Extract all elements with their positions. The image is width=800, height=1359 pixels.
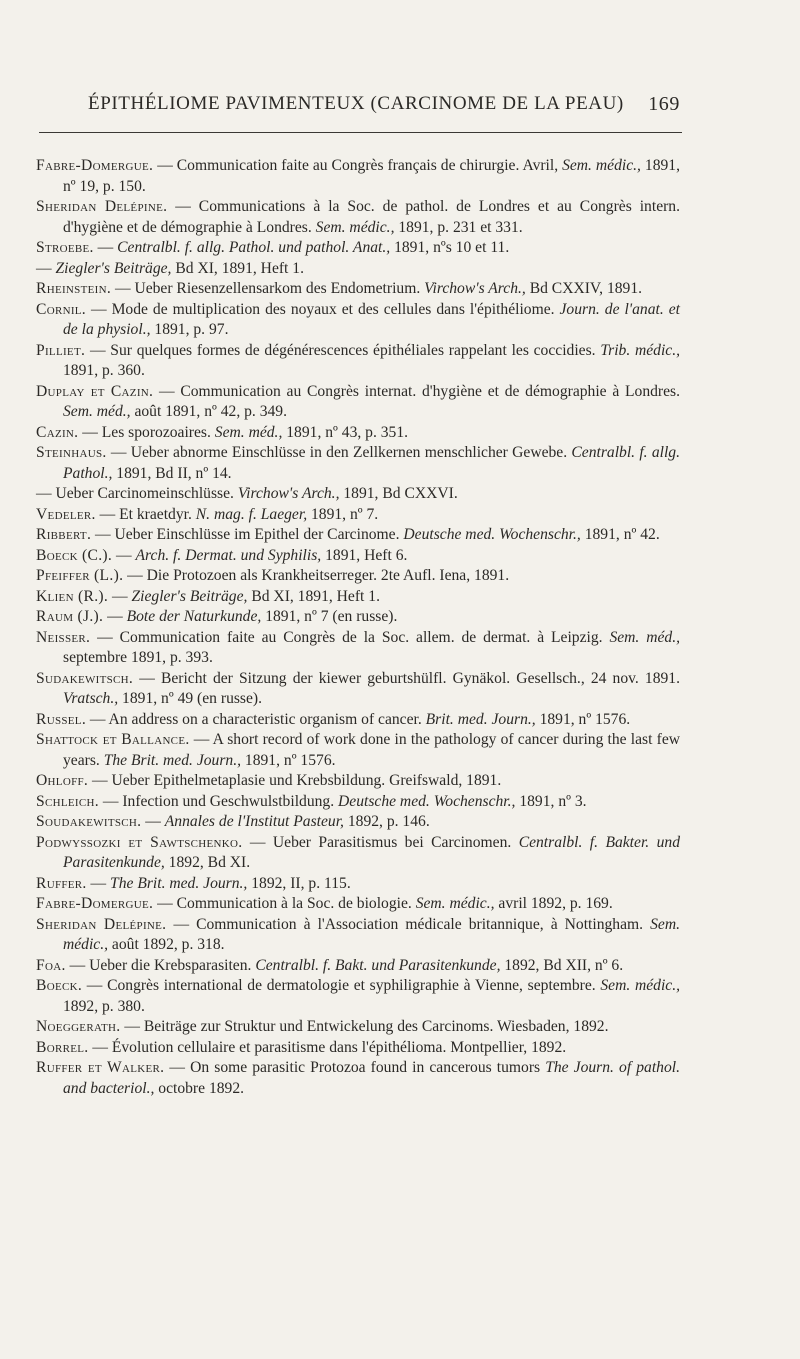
reference-entry xyxy=(36,1038,680,1059)
reference-entry xyxy=(36,669,680,710)
reference-author: Raum (J.). xyxy=(36,608,104,625)
reference-entry xyxy=(36,628,680,669)
reference-text: — xyxy=(112,546,136,564)
reference-journal: Ziegler's Beiträge, xyxy=(55,259,172,277)
reference-text: — xyxy=(141,813,165,830)
reference-journal: The Journ. of pathol. and bacteriol., xyxy=(63,1059,680,1097)
reference-author: Boeck (C.). xyxy=(36,546,113,564)
reference-text: — Ueber Einschlüsse im Epithel der Carcinome. xyxy=(91,526,404,543)
reference-journal: Virchow's Arch., xyxy=(424,280,526,297)
reference-journal: Centralbl. f. allg. Pathol. und pathol. Anat., xyxy=(117,239,391,256)
reference-text: — Et kraetdyr. xyxy=(95,505,196,523)
reference-text: — Ueber abnorme Einschlüsse in den Zellkernen menschlicher Gewebe. xyxy=(106,444,572,461)
reference-details: avril 1892, p. 169. xyxy=(494,895,613,912)
reference-text: — Congrès international de dermatologie et syphiligraphie à Vienne, septembre. xyxy=(82,977,601,994)
reference-entry xyxy=(36,382,680,423)
reference-text: — xyxy=(86,874,111,892)
reference-details: septembre 1891, p. 393. xyxy=(63,649,213,666)
reference-entry xyxy=(36,956,680,977)
reference-text: — Évolution cellulaire et parasitisme dans l'épithélioma. Montpellier, 1892. xyxy=(88,1038,567,1056)
reference-text: — Communications à la Soc. de pathol. de Londres et au Congrès intern. d'hygiène et de démographie à Londres. xyxy=(63,198,680,236)
reference-text: — xyxy=(103,608,127,625)
bibliography-list xyxy=(36,156,680,1099)
reference-entry xyxy=(36,1058,680,1099)
reference-details: 1891, p. 97. xyxy=(150,321,229,338)
reference-details: 1892, p. 380. xyxy=(63,997,145,1015)
reference-author: Sheridan Delépine. xyxy=(36,198,168,215)
reference-entry xyxy=(36,484,680,505)
reference-journal: Bote der Naturkunde, xyxy=(126,608,262,625)
reference-journal: Sem. méd., xyxy=(214,423,283,441)
reference-text: — A short record of work done in the pathology of cancer during the last few years. xyxy=(63,731,681,769)
reference-journal: Sem. médic., xyxy=(415,895,495,912)
reference-author: Ruffer et Walker. xyxy=(36,1059,165,1076)
reference-details: 1891, nº 42. xyxy=(580,526,660,543)
reference-author: Steinhaus. xyxy=(36,444,107,461)
header-rule xyxy=(39,132,682,133)
reference-author: Podwyssozki et Sawtschenko. xyxy=(36,833,243,851)
reference-author: Boeck. xyxy=(36,977,83,994)
reference-details: octobre 1892. xyxy=(154,1079,245,1097)
reference-text: — Beiträge zur Struktur und Entwickelung des Carcinoms. Wiesbaden, 1892. xyxy=(120,1018,609,1035)
reference-text: — Ueber Carcinomeinschlüsse. xyxy=(36,485,238,502)
reference-author: Stroebe. xyxy=(36,239,94,256)
reference-text: — Communication à l'Association médicale britannique, à Nottingham. xyxy=(166,915,651,933)
reference-author: Ohloff. xyxy=(36,772,89,789)
reference-author: Borrel. xyxy=(36,1038,89,1056)
reference-journal: Brit. med. Journ., xyxy=(425,710,536,728)
reference-details: 1891, p. 231 et 331. xyxy=(394,218,523,236)
reference-details: 1891, nº 49 (en russe). xyxy=(118,690,263,707)
reference-author: Neisser. xyxy=(36,628,91,646)
reference-entry xyxy=(36,792,680,813)
reference-journal: Trib. médic., xyxy=(600,341,681,359)
reference-text: — Ueber Epithelmetaplasie und Krebsbildung. Greifswald, 1891. xyxy=(88,772,502,789)
reference-journal: Annales de l'Institut Pasteur, xyxy=(164,813,344,830)
reference-entry xyxy=(36,607,680,628)
reference-text: — Ueber Parasitismus bei Carcinomen. xyxy=(242,833,519,851)
reference-entry xyxy=(36,279,680,300)
reference-journal: Journ. de l'anat. et de la physiol., xyxy=(63,300,680,338)
reference-journal: Ziegler's Beiträge, xyxy=(131,587,248,605)
reference-author: Klien (R.). xyxy=(36,587,109,605)
reference-text: — xyxy=(93,239,118,256)
reference-journal: Sem. médic., xyxy=(315,218,395,236)
running-title: ÉPITHÉLIOME PAVIMENTEUX (CARCINOME DE LA PEAU) xyxy=(88,93,624,114)
reference-text: — Communication à la Soc. de biologie. xyxy=(153,895,416,912)
reference-details: 1891, Bd CXXVI. xyxy=(339,485,458,502)
reference-details: 1891, nº 43, p. 351. xyxy=(282,423,409,441)
reference-journal: Centralbl. f. Bakter. und Parasitenkunde, xyxy=(63,833,680,871)
reference-journal: Sem. médic., xyxy=(600,977,680,994)
reference-text: — Bericht der Sitzung der kiewer geburtshülfl. Gynäkol. Gesellsch., 24 nov. 1891. xyxy=(133,669,680,687)
reference-text: — Communication au Congrès internat. d'hygiène et de démographie à Londres. xyxy=(153,382,680,400)
reference-details: 1892, II, p. 115. xyxy=(247,874,351,892)
reference-text: — On some parasitic Protozoa found in cancerous tumors xyxy=(164,1059,546,1076)
reference-details: 1891, nºs 10 et 11. xyxy=(390,239,510,256)
reference-entry xyxy=(36,812,680,833)
reference-entry xyxy=(36,238,680,259)
reference-details: 1891, Bd II, nº 14. xyxy=(112,464,232,482)
reference-author: Russel. xyxy=(36,710,87,728)
reference-author: Ruffer. xyxy=(36,874,87,892)
reference-details: 1891, nº 1576. xyxy=(241,751,336,769)
reference-author: Schleich. xyxy=(36,792,99,810)
reference-details: Bd XI, 1891, Heft 1. xyxy=(171,259,304,277)
reference-entry xyxy=(36,771,680,792)
reference-entry xyxy=(36,341,680,382)
reference-details: 1891, nº 3. xyxy=(515,792,587,810)
reference-text: — Ueber die Krebsparasiten. xyxy=(65,956,256,974)
reference-journal: Vratsch., xyxy=(63,690,119,707)
reference-entry xyxy=(36,546,680,567)
reference-journal: Deutsche med. Wochenschr., xyxy=(403,526,581,543)
reference-details: Bd XI, 1891, Heft 1. xyxy=(247,587,380,605)
page-number: 169 xyxy=(648,93,680,115)
reference-author: Pilliet. xyxy=(36,341,86,359)
reference-entry xyxy=(36,915,680,956)
reference-entry xyxy=(36,443,680,484)
reference-author: Sudakewitsch. xyxy=(36,669,134,687)
reference-details: 1891, nº 1576. xyxy=(535,710,631,728)
reference-text: — An address on a characteristic organism of cancer. xyxy=(86,710,426,728)
reference-author: Fabre-Domergue. xyxy=(36,895,154,912)
reference-details: Bd CXXIV, 1891. xyxy=(525,280,643,297)
reference-details: 1892, Bd XII, nº 6. xyxy=(500,956,624,974)
reference-details: 1891, nº 7. xyxy=(307,505,379,523)
reference-journal: Deutsche med. Wochenschr., xyxy=(338,792,516,810)
reference-journal: N. mag. f. Laeger, xyxy=(195,505,308,523)
reference-journal: Sem. méd., xyxy=(63,403,131,420)
reference-author: Ribbert. xyxy=(36,526,92,543)
reference-author: Vedeler. xyxy=(36,505,96,523)
reference-text: — Ueber Riesenzellensarkom des Endometrium. xyxy=(111,280,425,297)
reference-details: 1891, nº 7 (en russe). xyxy=(261,608,398,625)
reference-details: 1891, p. 360. xyxy=(63,362,145,379)
reference-journal: Sem. méd., xyxy=(609,628,680,646)
reference-journal: Centralbl. f. allg. Pathol., xyxy=(63,444,680,482)
reference-details: août 1891, nº 42, p. 349. xyxy=(130,403,287,420)
reference-journal: Sem. médic., xyxy=(63,915,680,953)
reference-text: — Mode de multiplication des noyaux et des cellules dans l'épithéliome. xyxy=(86,300,560,318)
reference-entry xyxy=(36,730,680,771)
reference-details: 1892, Bd XI. xyxy=(164,854,251,871)
reference-journal: The Brit. med. Journ., xyxy=(103,751,242,769)
reference-author: Noeggerath. xyxy=(36,1018,121,1035)
reference-text: — Sur quelques formes de dégénérescences épithéliales rappelant les coccidies. xyxy=(85,341,601,359)
reference-author: Cazin. xyxy=(36,423,79,441)
reference-entry xyxy=(36,874,680,895)
reference-details: août 1892, p. 318. xyxy=(108,936,225,953)
reference-author: Rheinstein. xyxy=(36,280,112,297)
reference-entry xyxy=(36,833,680,874)
reference-author: Cornil. xyxy=(36,300,87,318)
reference-entry xyxy=(36,259,680,280)
reference-entry xyxy=(36,566,680,587)
reference-author: Pfeiffer (L.). xyxy=(36,567,124,584)
reference-entry xyxy=(36,894,680,915)
reference-text: — Die Protozoen als Krankheitserreger. 2te Aufl. Iena, 1891. xyxy=(123,567,510,584)
reference-entry xyxy=(36,423,680,444)
reference-entry xyxy=(36,156,680,197)
reference-entry xyxy=(36,505,680,526)
reference-journal: The Brit. med. Journ., xyxy=(110,874,248,892)
reference-author: Duplay et Cazin. xyxy=(36,382,154,400)
reference-entry xyxy=(36,710,680,731)
reference-text: — Infection und Geschwulstbildung. xyxy=(98,792,339,810)
reference-entry xyxy=(36,1017,680,1038)
reference-entry xyxy=(36,197,680,238)
reference-text: — xyxy=(108,587,132,605)
reference-text: — Communication faite au Congrès français de chirurgie. Avril, xyxy=(153,157,563,174)
reference-author: Shattock et Ballance. xyxy=(36,731,190,748)
reference-entry xyxy=(36,300,680,341)
reference-details: 1892, p. 146. xyxy=(343,813,430,830)
reference-text: — xyxy=(36,259,56,277)
reference-text: — Les sporozoaires. xyxy=(78,423,215,441)
reference-entry xyxy=(36,587,680,608)
reference-author: Sheridan Delépine. xyxy=(36,915,167,933)
reference-journal: Virchow's Arch., xyxy=(237,485,340,502)
reference-text: — Communication faite au Congrès de la Soc. allem. de dermat. à Leipzig. xyxy=(90,628,610,646)
reference-journal: Centralbl. f. Bakt. und Parasitenkunde, xyxy=(255,956,501,974)
reference-author: Foa. xyxy=(36,956,66,974)
reference-details: 1891, Heft 6. xyxy=(321,546,408,564)
reference-entry xyxy=(36,525,680,546)
reference-journal: Arch. f. Dermat. und Syphilis, xyxy=(135,546,322,564)
reference-details: 1891, nº 19, p. 150. xyxy=(63,157,680,195)
reference-journal: Sem. médic., xyxy=(562,157,641,174)
reference-entry xyxy=(36,976,680,1017)
reference-author: Fabre-Domergue. xyxy=(36,157,154,174)
reference-author: Soudakewitsch. xyxy=(36,813,142,830)
